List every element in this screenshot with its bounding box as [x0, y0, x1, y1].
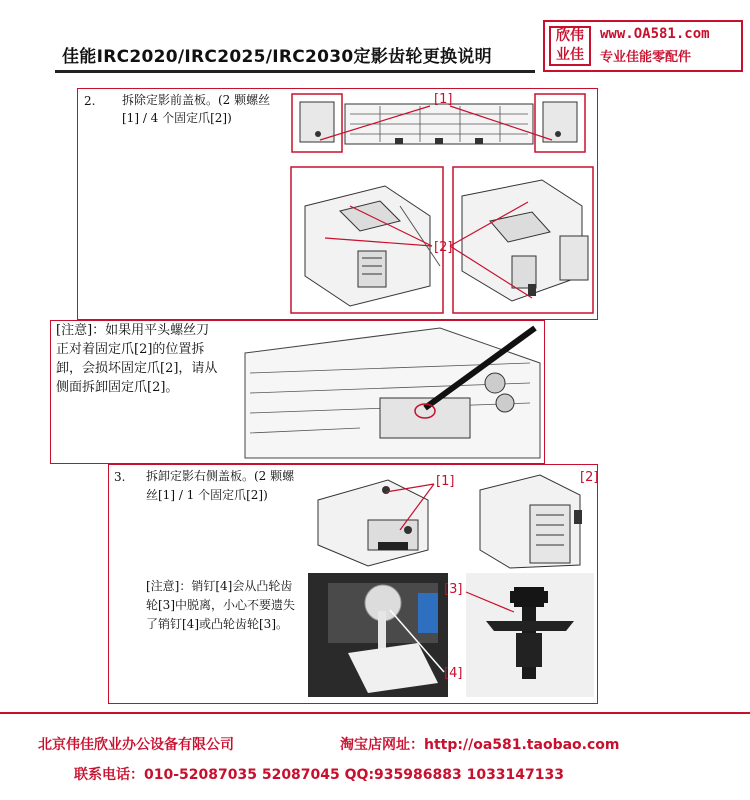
step3-callout-lines-screw	[360, 478, 440, 548]
step3-note-line3: 了销钉[4]或凸轮齿轮[3]。	[146, 617, 288, 631]
step3-callout-claw: [2]	[580, 470, 599, 485]
step3-text-line1: 拆卸定影右侧盖板。(2 颗螺	[146, 469, 295, 483]
step3-callout-screw: [1]	[436, 474, 455, 489]
step3-text-line2: 丝[1] / 1 个固定爪[2])	[146, 488, 268, 502]
footer-divider	[0, 712, 750, 714]
step2-callout-lines-top	[290, 100, 592, 160]
footer-contact: 联系电话：010-52087035 52087045 QQ:935986883 1033147133	[74, 767, 564, 783]
note-line4: 侧面拆卸固定爪[2]。	[56, 380, 179, 395]
footer-shop-url: 淘宝店网址：http://oa581.taobao.com	[340, 737, 620, 753]
step2-text-line1: 拆除定影前盖板。(2 颗螺丝	[122, 93, 271, 107]
step3-callout-line-gear	[460, 588, 520, 618]
page-title: 佳能IRC2020/IRC2025/IRC2030定影齿轮更换说明	[62, 47, 492, 67]
footer-company: 北京伟佳欣业办公设备有限公司	[38, 737, 234, 753]
note-line2: 正对着固定爪[2]的位置拆	[56, 342, 205, 357]
title-underline	[55, 70, 535, 73]
brand-url: www.OA581.com	[600, 26, 710, 42]
brand-seal-line1: 欣伟	[556, 28, 584, 44]
brand-seal-line2: 业佳	[556, 47, 584, 63]
step3-callout-gear: [3]	[444, 582, 463, 597]
note-line3: 卸，会损坏固定爪[2]，请从	[56, 361, 218, 376]
step3-callout-line-pin	[380, 600, 450, 678]
brand-tagline: 专业佳能零配件	[600, 50, 692, 65]
step3-callout-pin: [4]	[444, 666, 463, 681]
step2-text-line2: [1] / 4 个固定爪[2])	[122, 111, 232, 125]
step3-note-line2: 轮[3]中脱离，小心不要遗失	[146, 598, 295, 612]
step2-callout-lines-claw	[290, 166, 594, 314]
fuser-side-illustration	[470, 470, 594, 570]
step3-number: 3.	[114, 470, 126, 484]
note-line1: [注意]：如果用平头螺丝刀	[56, 323, 210, 338]
screwdriver-note-illustration	[240, 323, 543, 462]
step3-note-line1: [注意]：销钉[4]会从凸轮齿	[146, 579, 293, 593]
step2-callout-claw: [2]	[434, 240, 453, 255]
step2-callout-screw: [1]	[434, 92, 453, 107]
step2-number: 2.	[84, 94, 96, 108]
